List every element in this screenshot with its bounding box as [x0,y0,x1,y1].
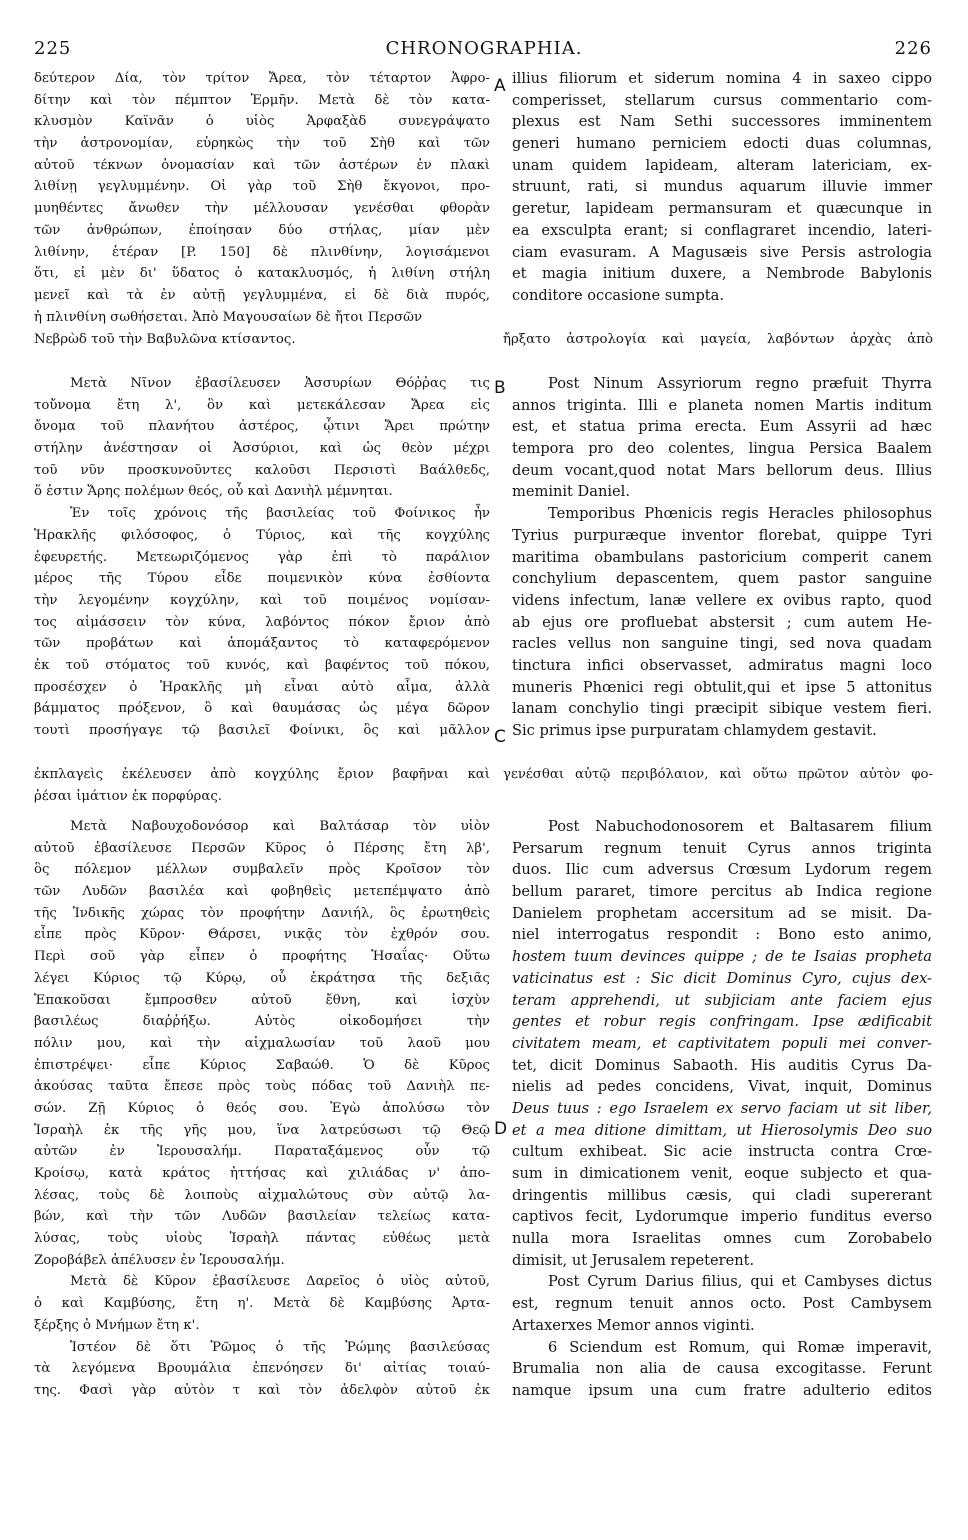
greek-line: Μετὰ δὲ Κῦρον ἐβασίλευσε Δαρεῖος ὁ υἱὸς αὐτοῦ, [70,1274,490,1290]
greek-line: Περὶ σοῦ γὰρ εἶπεν ὁ προφήτης Ἠσαΐας· Οὕτω [34,949,490,965]
greek-column-d [34,816,490,1402]
latin-line: racles vellus non sanguine tingi, sed nova quadam [512,635,932,653]
greek-line: στήλην ἀνέστησαν οἱ Ἀσσύριοι, καὶ ὡς θεὸν μέχρι [34,441,490,457]
latin-line: Deus tuus : ego Israelem ex servo faciam ut sit liber, [512,1099,932,1117]
greek-line: τὴν λεγομένην κογχύλην, καὶ τοῦ ποιμένος νομίσαν- [34,592,490,608]
greek-line: Ἰσραὴλ ἐκ τῆς γῆς μου, ἵνα λατρεύσωσι τῷ Θεῷ [34,1122,490,1138]
latin-line: plexus est Nam Sethi successores imminentem [512,113,932,131]
greek-line: τῶν ἀνθρώπων, ἐποίησαν δύο στήλας, μίαν μὲν [34,222,490,238]
greek-line: σών. Ζῇ Κύριος ὁ θεός σου. Ἐγὼ ἀπολύσω τὸν [34,1100,490,1116]
latin-line: illius filiorum et siderum nomina 4 in saxeo cippo [512,70,932,87]
greek-bridge-line-2 [503,764,933,786]
latin-line: muneris Phœnici regi obtulit,qui et ipse 5 attonitus [512,678,932,696]
greek-line: πόλιν μου, καὶ τὴν αἰχμαλωσίαν τοῦ λαοῦ μου [34,1035,490,1051]
latin-line: deum vocant,quod notat Mars bellorum deus. Illius [512,461,932,479]
latin-line: Danielem prophetam accersitum ad se misit. Da- [512,904,932,922]
greek-line: Ἐπακοῦσαι ἔμπροσθεν αὐτοῦ ἔθνη, καὶ ἰσχὺν [34,992,490,1008]
greek-line: λέγει Κύριος τῷ Κύρῳ, οὗ ἐκράτησα τῆς δεξιᾶς [34,970,490,986]
greek-line: δεύτερον Δία, τὸν τρίτον Ἄρεα, τὸν τέταρτον Ἀφρο- [34,71,490,86]
running-title: CHRONOGRAPHIA. [385,38,583,59]
latin-line: niel interrogatus respondit : Bono esto animo, [512,926,932,944]
greek-line: Ἰστέον δὲ ὅτι Ῥῶμος ὁ τῆς Ῥώμης βασιλεύσας [70,1339,490,1355]
latin-line: vaticinatus est : Sic dicit Dominus Cyro, cujus dex- [512,969,932,987]
latin-line: Brumalia non alia de causa excogitasse. Ferunt [512,1360,932,1378]
latin-line: bellum pararet, timore percitus ab Indica regione [512,883,932,901]
greek-line: Ζοροβάβελ ἀπέλυσεν ἐν Ἱερουσαλήμ. [34,1252,285,1268]
greek-column-c [34,764,490,807]
greek-line: λέσας, τοὺς δὲ λοιποὺς αἰχμαλώτους σὺν αὐτῷ λα- [34,1187,490,1203]
greek-line: Ἐν τοῖς χρόνοις τῆς βασιλείας τοῦ Φοίνικος ἦν [70,506,490,522]
greek-line: ἐκ τοῦ στόματος τοῦ κυνός, καὶ βαφέντος τοῦ πόκου, [34,657,490,673]
margin-marker-b: B [494,378,506,398]
latin-line: Post Cyrum Darius filius, qui et Cambyses dictus [548,1273,932,1291]
greek-line: ὁ καὶ Καμβύσης, ἔτη η'. Μετὰ δὲ Καμβύσης Ἀρτα- [34,1296,490,1312]
greek-line: τῆς Ἰνδικῆς χώρας τὸν προφήτην Δανιήλ, ὃς ἐρωτηθεὶς [34,905,490,921]
latin-line: gentes et robur regis confringam. Ipse ædificabit [512,1013,932,1031]
latin-line: et magia initium duxere, a Nembrode Babylonis [512,265,932,283]
margin-marker-d: D [494,1119,508,1139]
latin-line: teram apprehendi, ut subjiciam ante faciem ejus [512,991,932,1009]
margin-marker-a: A [494,76,506,96]
greek-line: μέρος τῆς Τύρου εἶδε ποιμενικὸν κύνα ἐσθίοντα [34,571,490,587]
latin-line: dringentis millibus cæsis, qui cladi supererant [512,1186,932,1204]
greek-line: ὅτι, εἰ μὲν δι' ὕδατος ὁ κατακλυσμός, ἡ λιθίνη στήλη [34,266,490,282]
latin-line: est, regnum tenuit annos octo. Post Cambysem [512,1295,932,1313]
latin-line: ciam evasuram. A Magusæis sive Persis astrologia [512,243,932,261]
greek-line: μυηθέντες ἄνωθεν τὴν μέλλουσαν γενέσθαι φθορὰν [34,201,490,217]
latin-column-c [512,816,932,1402]
latin-line: et a mea ditione dimittam, ut Hierosolymis Deo suo [512,1121,932,1139]
greek-line: ἐφευρετής. Μετεωριζόμενος γὰρ ἐπὶ τὸ παράλιον [34,549,490,565]
greek-line: ἐκπλαγεὶς ἐκέλευσεν ἀπὸ κογχύλης ἔριον βαφῆναι καὶ [34,767,490,782]
latin-line: 6 Sciendum est Romum, qui Romæ imperavit, [548,1338,932,1356]
latin-line: geretur, lapideam permansuram et quæcunque in [512,200,932,218]
latin-line: nulla mora Israelitas omnes cum Zorobabelo [512,1230,932,1248]
greek-line: Μετὰ Νῖνον ἐβασίλευσεν Ἀσσυρίων Θόῤῥας τις [70,376,490,391]
latin-line: unam quidem lapideam, alteram latericiam, ex- [512,156,932,174]
latin-line: ab ejus ore profluebat abstersit ; cum autem He- [512,613,932,631]
greek-line: τὰ λεγόμενα Βρουμάλια ἐπενόησεν δι' αἰτίας τοιαύ- [34,1361,490,1377]
greek-line: τῶν Λυδῶν βασιλέα καὶ φοβηθεὶς μετεπέμψατο ἀπὸ [34,884,490,900]
greek-line: ἡ πλινθίνη σωθήσεται. Ἀπὸ Μαγουσαίων δὲ ἤτοι Περσῶν [34,310,423,325]
greek-line: της. Φασὶ γὰρ αὐτὸν τ καὶ τὸν ἀδελφὸν αὐτοῦ ἐκ [34,1382,490,1398]
latin-line: Persarum regnum tenuit Cyrus annos triginta [512,839,932,857]
latin-line: lanam conchylio tingi præcipit sibique vestem fieri. [512,700,932,718]
greek-line: λιθίνην, ἑτέραν [P. 150] δὲ πλινθίνην, λογισάμενοι [34,244,490,260]
greek-line: βασιλέως διαῤῥήξω. Αὐτὸς οἰκοδομήσει τὴν [34,1014,490,1030]
latin-column-a [512,68,932,307]
greek-line: Μετὰ Ναβουχοδονόσορ καὶ Βαλτάσαρ τὸν υἱὸν [70,819,490,834]
greek-line: Νεβρὼδ τοῦ τὴν Βαβυλῶνα κτίσαντος. [34,331,296,347]
greek-line: τῶν προβάτων καὶ ἀπομάξαντος τὸ καταφερόμενον [34,636,490,652]
latin-line: namque ipsum una cum fratre adulterio editos [512,1381,932,1399]
greek-line: ἐπιστρέψει· εἶπε Κύριος Σαβαώθ. Ὁ δὲ Κῦρος [34,1057,490,1073]
greek-line: Κροίσῳ, κατὰ κράτος ἡττήσας καὶ χιλιάδας ν' ἀπο- [34,1166,490,1181]
greek-line: τὴν ἀστρονομίαν, εὑρηκὼς τὴν τοῦ Σὴθ καὶ τῶν [34,136,490,152]
left-page-number: 225 [34,38,72,59]
latin-column-b [512,373,932,742]
greek-line: γενέσθαι αὐτῷ περιβόλαιον, καὶ οὕτω πρῶτον αὐτὸν φο- [503,767,933,782]
greek-line: κλυσμὸν Καϊνᾶν ὁ υἱὸς Ἀρφαξὰδ συνεγράψατο [34,114,490,130]
latin-line: captivos fecit, Lydorumque imperio funditus everso [512,1208,932,1226]
greek-line: ὃς πόλεμον μέλλων συμβαλεῖν πρὸς Κροῖσον τὸν [34,862,490,878]
greek-line: λύσας, τοὺς υἱοὺς Ἰσραὴλ πάντας εὐθέως μετὰ [34,1231,490,1247]
latin-line: tempora pro deo colentes, lingua Persica Baalem [512,440,932,458]
latin-line: maritima obambulans pastoricium comperit canem [512,548,932,566]
latin-line: Sic primus ipse purpuratam chlamydem gestavit. [512,722,877,739]
greek-line: τος αἱμάσσειν τὸν κύνα, λαβόντος πόκον ἔριον ἀπὸ [34,614,490,630]
greek-line: ἀκούσας ταῦτα ἔπεσε πρὸς τοὺς πόδας τοῦ Δανιὴλ πε- [34,1079,490,1095]
greek-line: ῥέσαι ἱμάτιον ἐκ πορφύρας. [34,788,223,804]
greek-line: ὄνομα τοῦ πλανήτου ἀστέρος, ᾧτινι Ἄρει πρώτην [34,419,490,435]
greek-line: ξέρξης ὁ Μνήμων ἔτη κ'. [34,1317,200,1333]
greek-paragraph [34,68,490,307]
greek-column-lower-a [34,307,490,350]
latin-line: ea exsculpta erant; si conflagraret incendio, lateri- [512,221,932,239]
greek-line: αὐτοῦ ἐβασίλευσε Περσῶν Κῦρος ὁ Πέρσης ἔτη λβ', [34,840,490,856]
greek-line: προσέσχεν ὁ Ἡρακλῆς μὴ εἶναι αὐτὸ αἷμα, ἀλλὰ [34,679,490,695]
greek-line: τοὔνομα ἔτη λ', ὃν καὶ μετεκάλεσαν Ἄρεα εἰς [34,397,490,413]
latin-line: tinctura infici observasset, admiratus magni loco [512,656,932,674]
latin-line: duos. Ilic cum adversus Crœsum Lydorum regem [512,861,932,879]
latin-line: Temporibus Phœnicis regis Heracles philosophus [548,505,932,523]
latin-line: hostem tuum devinces quippe ; de te Isaias propheta [512,948,932,966]
latin-line: est, et statua prima erecta. Eum Assyrii ad hæc [512,418,932,436]
latin-line: annos triginta. Illi e planeta nomen Martis inditum [512,396,932,414]
greek-line: βάμματος πρόξενον, ὃ καὶ θαυμάσας ὡς μέγα δῶρον [34,701,490,717]
latin-line: conditore occasione sumpta. [512,286,724,304]
latin-line: tet, dicit Dominus Sabaoth. His auditis Cyrus Da- [512,1056,932,1074]
greek-line: ἤρξατο ἀστρολογία καὶ μαγεία, λαβόντων ἀρχὰς ἀπὸ [503,332,933,347]
latin-line: Tyrius purpuræque inventor florebat, quippe Tyri [512,526,932,544]
greek-line: τουτὶ προσήγαγε τῷ βασιλεῖ Φοίνικι, ὃς καὶ μᾶλλον [34,723,490,738]
greek-line: τοῦ νῦν προσκυνοῦντες καλοῦσι Περσιστὶ Βαάλθεδς, [34,462,490,478]
greek-line: ὅ ἐστιν Ἄρης πολέμων θεός, οὗ καὶ Δανιὴλ μέμνηται. [34,484,393,500]
latin-line: meminit Daniel. [512,483,630,501]
latin-line: Artaxerxes Memor annos viginti. [512,1316,755,1334]
greek-line: Ἡρακλῆς φιλόσοφος, ὁ Τύριος, καὶ τῆς κογχύλης [34,527,490,543]
latin-line: videns infectum, lanæ vellere ex ovibus rapto, quod [512,591,932,609]
greek-line: λιθίνῃ γεγλυμμένην. Οἱ γὰρ τοῦ Σὴθ ἔκγονοι, προ- [34,179,490,195]
greek-column-b [34,373,490,742]
latin-line: cultum exhibeat. Sic acie instructa contra Crœ- [512,1143,932,1161]
greek-line: αὐτῶν ἐν Ἱερουσαλήμ. Παραταξάμενος οὖν τῷ [34,1144,490,1160]
right-page-number: 226 [894,38,932,59]
latin-line: nielis ad pedes concidens, Vivat, inquit, Dominus [512,1078,932,1096]
margin-marker-c: C [494,727,506,747]
latin-line: Post Nabuchodonosorem et Baltasarem filium [548,818,932,835]
greek-line: αὐτοῦ τέκνων ὀνομασίαν καὶ τῶν ἀστέρων ἐν πλακὶ [34,157,490,173]
latin-line: generi humano perniciem edocti duas columnas, [512,135,932,153]
greek-line: βών, καὶ τὴν τῶν Λυδῶν βασιλείαν τελείως κατα- [34,1209,490,1225]
greek-column [34,68,490,307]
greek-line: εἶπε πρὸς Κῦρον· Θάρσει, νικᾷς τὸν ἐχθρόν σου. [34,927,490,943]
latin-line: conchylium depascentem, quem pastor sanguine [512,570,932,588]
latin-line: Post Ninum Assyriorum regno præfuit Thyrra [548,375,932,392]
greek-line: μενεῖ καὶ τὰ ἐν αὐτῇ γεγλυμμένα, εἰ δὲ διὰ πυρός, [34,287,490,303]
latin-line: struunt, rati, si mundus aquarum illuvie immer [512,178,932,196]
latin-line: dimisit, ut Jerusalem repeterent. [512,1251,755,1269]
latin-line: civitatem meam, et captivitatem populi mei conver- [512,1034,932,1052]
greek-bridge-line-1 [503,329,933,351]
latin-line: sum in dimicationem venit, eoque subjecto et qua- [512,1165,932,1182]
greek-line: δίτην καὶ τὸν πέμπτον Ἑρμῆν. Μετὰ δὲ τὸν κατα- [34,92,490,108]
latin-line: comperisset, stellarum cursus commentario com- [512,91,932,109]
